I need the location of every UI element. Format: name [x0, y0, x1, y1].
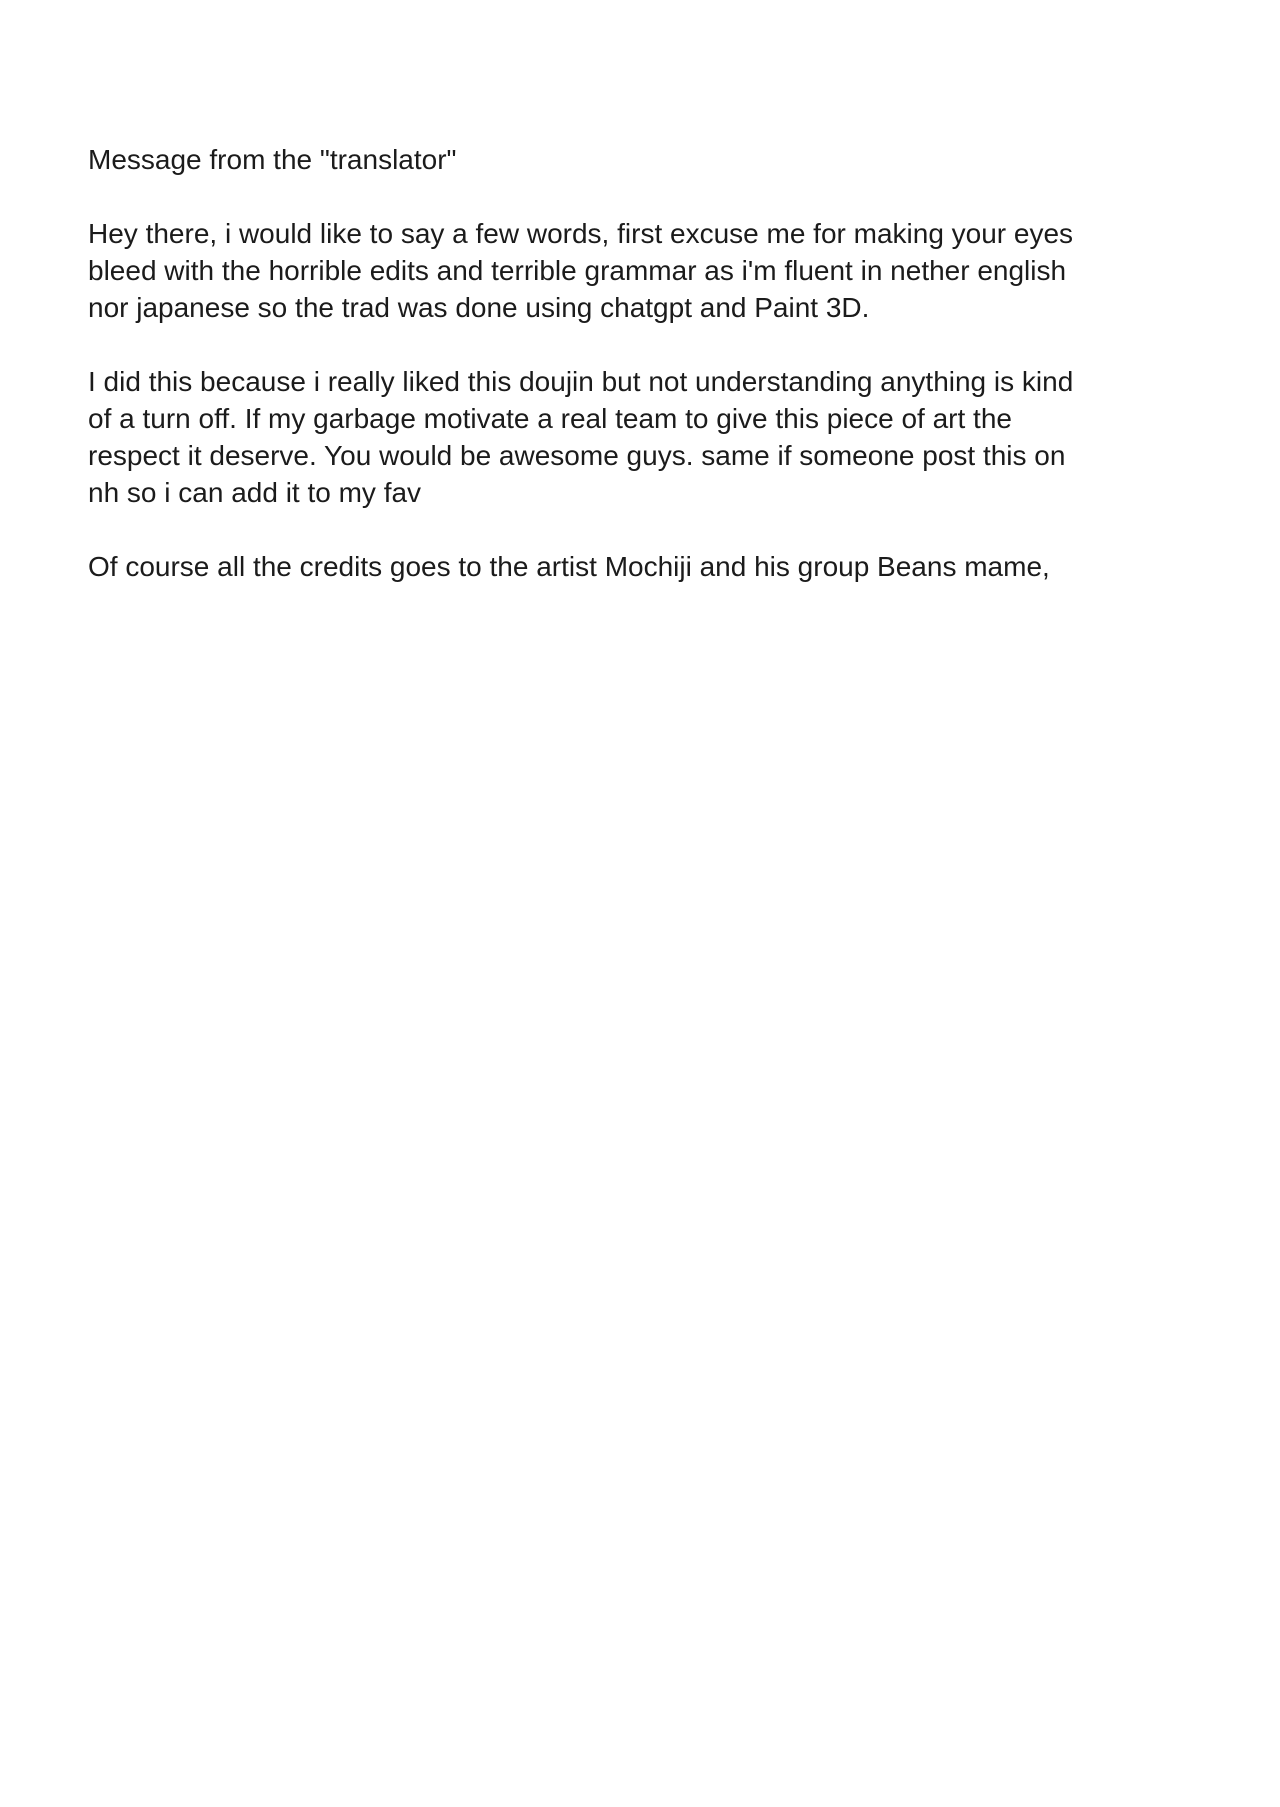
- text-line: of a turn off. If my garbage motivate a real team to give this piece of art the: [88, 403, 1012, 434]
- page-title: Message from the "translator": [88, 144, 457, 175]
- text-line: nh so i can add it to my fav: [88, 477, 422, 508]
- text-line: bleed with the horrible edits and terrible grammar as i'm fluent in nether english: [88, 255, 1067, 286]
- paragraph-credits: [88, 548, 1098, 585]
- text-line: Hey there, i would like to say a few words, first excuse me for making your eyes: [88, 218, 1074, 249]
- text-line: I did this because i really liked this doujin but not understanding anything is kind: [88, 366, 1074, 397]
- paragraph-motivation: [88, 363, 1098, 511]
- text-line: respect it deserve. You would be awesome guys. same if someone post this on: [88, 440, 1066, 471]
- document-page: [88, 141, 1098, 622]
- text-line: Of course all the credits goes to the artist Mochiji and his group Beans mame,: [88, 551, 1050, 582]
- text-line: nor japanese so the trad was done using chatgpt and Paint 3D.: [88, 292, 870, 323]
- paragraph-apology: [88, 215, 1098, 326]
